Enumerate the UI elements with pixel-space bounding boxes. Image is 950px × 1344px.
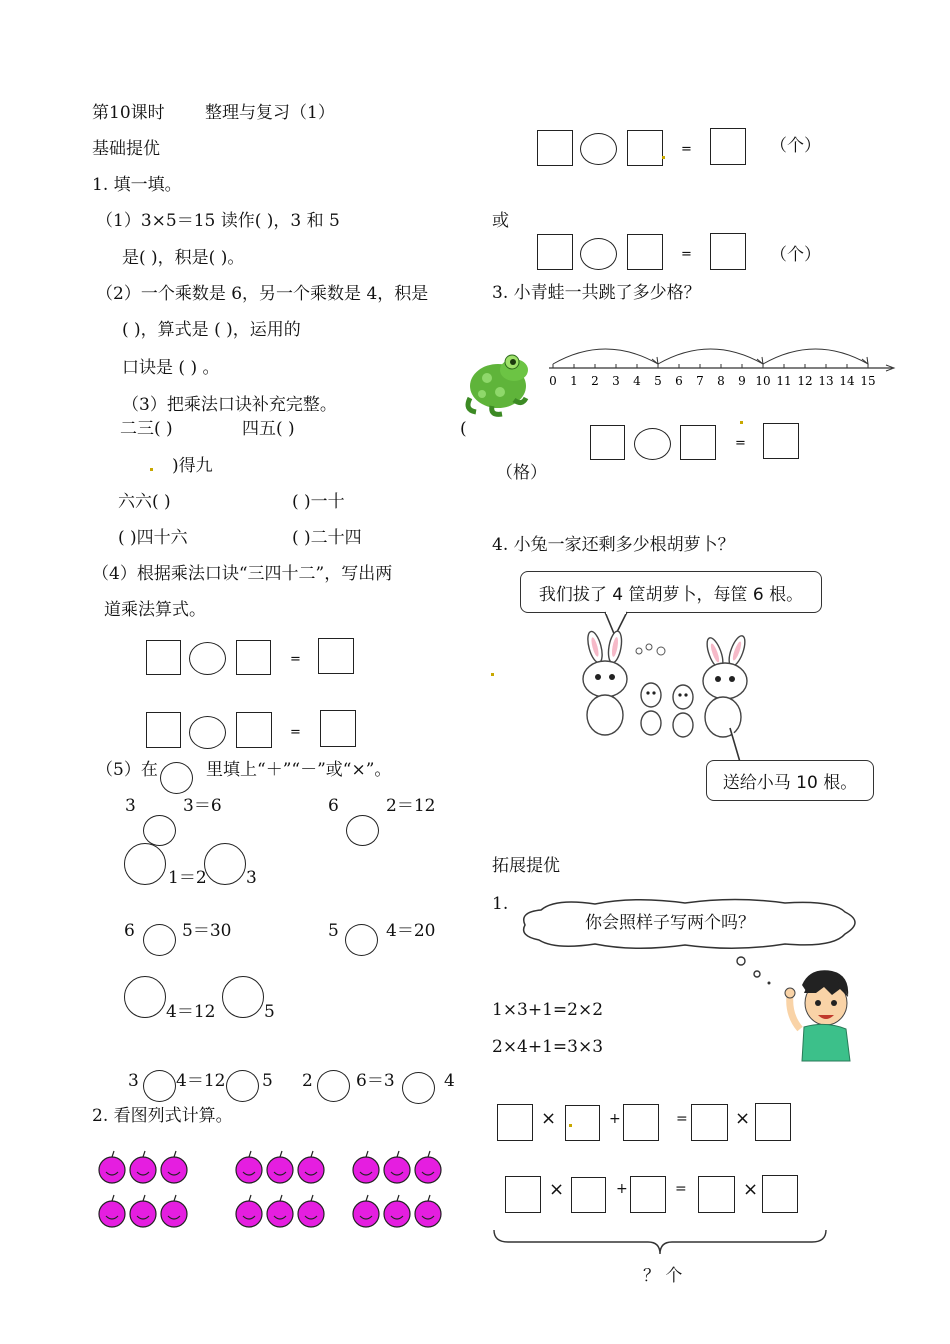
apple: [267, 1157, 293, 1183]
tick-label: 14: [839, 374, 855, 388]
apple: [99, 1157, 125, 1183]
answer-box[interactable]: [505, 1176, 541, 1213]
jump-arrowhead: [652, 357, 658, 364]
answer-box[interactable]: [236, 640, 271, 675]
answer-box[interactable]: [146, 712, 181, 748]
q1-p3-title: （3）把乘法口诀补充完整。: [122, 395, 337, 415]
q1-p3-c-open: (: [460, 419, 467, 439]
answer-box[interactable]: [537, 130, 573, 166]
answer-box[interactable]: [318, 638, 354, 674]
tick-label: 9: [738, 374, 746, 388]
bubble-text: 我们拔了 4 筐胡萝卜，每筐 6 根。: [538, 584, 804, 605]
operator-circle[interactable]: [226, 1070, 259, 1102]
q2-title: 2. 看图列式计算。: [92, 1106, 233, 1126]
tick-label: 3: [612, 374, 620, 388]
q1-p3-a: 二三( ): [120, 419, 173, 439]
equals-sign: =: [681, 142, 692, 157]
equals-sign: =: [681, 247, 692, 262]
operand: 2＝12: [386, 796, 436, 816]
frog-image: [462, 348, 532, 418]
jump-arc: [658, 349, 763, 364]
times-sign: ×: [549, 1179, 565, 1200]
answer-box[interactable]: [762, 1175, 798, 1213]
mark-dot: [491, 673, 494, 676]
operator-circle[interactable]: [634, 428, 671, 460]
operator-circle[interactable]: [143, 924, 176, 956]
answer-box[interactable]: [571, 1177, 606, 1213]
q1-p1-line2: 是( )，积是( )。: [122, 248, 245, 268]
section-basic: 基础提优: [92, 139, 160, 159]
thought-dots: [733, 952, 773, 992]
mark-dot: [740, 421, 743, 424]
equals-sign: =: [676, 1111, 688, 1127]
q1-p3-d: 六六( ): [118, 492, 171, 512]
apple: [236, 1157, 262, 1183]
operand: 5＝30: [182, 921, 232, 941]
q1-p5-post: 里填上“＋”“－”或“×”。: [206, 760, 392, 780]
operator-circle[interactable]: [345, 924, 378, 956]
equals-sign: =: [290, 652, 301, 667]
operator-circle[interactable]: [124, 843, 166, 885]
section-ext: 拓展提优: [492, 856, 560, 876]
operand: 1＝2: [168, 868, 207, 888]
answer-box[interactable]: [755, 1103, 791, 1141]
q1-p5-pre: （5）在: [96, 760, 158, 780]
q3-title: 3. 小青蛙一共跳了多少格？: [492, 283, 701, 303]
operator-circle[interactable]: [346, 815, 379, 846]
q1-p2-line3: 口诀是 ( ) 。: [122, 358, 220, 378]
tick-label: 4: [633, 374, 641, 388]
apple: [99, 1201, 125, 1227]
q1-p2-line2: ( )，算式是 ( )，运用的: [122, 320, 301, 340]
apple: [298, 1201, 324, 1227]
mark-dot: [662, 156, 665, 159]
cloud-text: 你会照样子写两个吗？: [585, 913, 755, 933]
answer-box[interactable]: [565, 1105, 600, 1141]
answer-box[interactable]: [497, 1104, 533, 1141]
or-text: 或: [492, 211, 509, 231]
apple-groups: [90, 1152, 450, 1232]
tick-label: 5: [654, 374, 662, 388]
operand: 3: [125, 796, 136, 816]
answer-box[interactable]: [710, 233, 746, 270]
q1-p2-line1: （2）一个乘数是 6，另一个乘数是 4，积是: [96, 284, 429, 304]
answer-box[interactable]: [680, 425, 716, 460]
q1-p4-line2: 道乘法算式。: [104, 600, 206, 620]
tick-label: 0: [549, 374, 557, 388]
operator-circle[interactable]: [222, 976, 264, 1018]
unit-ge: （个）: [770, 245, 821, 265]
speech-bubble: [706, 760, 874, 801]
example-2: 2×4+1=3×3: [492, 1037, 604, 1057]
q1-p3-f: ( )四十六: [118, 528, 188, 548]
operator-circle[interactable]: [189, 642, 226, 675]
tick-label: 10: [755, 374, 771, 388]
answer-box[interactable]: [763, 423, 799, 459]
times-sign: ×: [735, 1108, 751, 1129]
brace-label: ？ 个: [643, 1266, 683, 1286]
tick-label: 2: [591, 374, 599, 388]
answer-box[interactable]: [623, 1104, 659, 1141]
operand: 4＝20: [386, 921, 436, 941]
tick-label: 1: [570, 374, 578, 388]
unit-ge: （个）: [770, 136, 821, 156]
q1-p3-g: ( )二十四: [292, 528, 362, 548]
operand: 3＝6: [183, 796, 222, 816]
answer-box[interactable]: [320, 710, 356, 747]
apple: [161, 1201, 187, 1227]
tick-label: 15: [860, 374, 876, 388]
apple: [353, 1157, 379, 1183]
tick-label: 13: [818, 374, 834, 388]
times-sign: ×: [743, 1179, 759, 1200]
boy-image: [780, 965, 860, 1065]
operand: 4＝12: [176, 1071, 226, 1091]
bubble-tail: [728, 728, 768, 762]
answer-box[interactable]: [146, 640, 181, 675]
q1-p3-c-close: )得九: [172, 456, 213, 476]
answer-box[interactable]: [710, 128, 746, 165]
operand: 3: [128, 1071, 139, 1091]
speech-bubble: [520, 571, 822, 613]
q1-p4-line1: （4）根据乘法口诀“三四十二”，写出两: [92, 564, 393, 584]
operator-circle[interactable]: [317, 1070, 350, 1102]
unit-ge-grid: （格）: [496, 463, 547, 483]
answer-box[interactable]: [630, 1176, 666, 1213]
apple: [415, 1201, 441, 1227]
operand: 4: [444, 1071, 455, 1091]
q1-p3-b: 四五( ): [242, 419, 295, 439]
answer-box[interactable]: [236, 712, 272, 748]
apple: [161, 1157, 187, 1183]
times-sign: ×: [541, 1108, 557, 1129]
tick-label: 8: [717, 374, 725, 388]
jump-arc: [763, 349, 868, 364]
example-1: 1×3+1=2×2: [492, 1000, 604, 1020]
answer-box[interactable]: [691, 1104, 728, 1141]
apple: [236, 1201, 262, 1227]
apple: [267, 1201, 293, 1227]
operator-circle[interactable]: [124, 976, 166, 1018]
lesson-title: 整理与复习（1）: [205, 103, 335, 123]
apple: [415, 1157, 441, 1183]
plus-sign: +: [616, 1181, 628, 1197]
operator-circle[interactable]: [143, 815, 176, 846]
operand: 5: [264, 1002, 275, 1022]
operand: 6＝3: [356, 1071, 395, 1091]
apple: [384, 1157, 410, 1183]
apple: [130, 1157, 156, 1183]
operator-circle[interactable]: [204, 843, 246, 885]
q1-p1-line1: （1）3×5＝15 读作( )，3 和 5: [96, 211, 340, 231]
apple: [384, 1201, 410, 1227]
operator-circle[interactable]: [402, 1072, 435, 1104]
answer-box[interactable]: [627, 234, 663, 270]
answer-box[interactable]: [537, 234, 573, 270]
operand: 4＝12: [166, 1002, 216, 1022]
number-line: [540, 338, 900, 388]
jump-arc: [553, 349, 658, 364]
bubble-text: 送给小马 10 根。: [722, 773, 858, 793]
operator-circle[interactable]: [580, 133, 617, 165]
operator-circle[interactable]: [143, 1070, 176, 1102]
operand: 5: [328, 921, 339, 941]
operator-circle[interactable]: [580, 238, 617, 270]
operator-circle: [160, 762, 193, 794]
jump-arrowhead: [862, 357, 868, 364]
operand: 6: [328, 796, 339, 816]
q1-title: 1. 填一填。: [92, 175, 182, 195]
mark-dot: [569, 1124, 572, 1127]
tick-label: 7: [696, 374, 704, 388]
curly-brace: [492, 1228, 828, 1258]
operator-circle[interactable]: [189, 716, 226, 749]
operand: 2: [302, 1071, 313, 1091]
plus-sign: +: [609, 1111, 621, 1127]
apple: [298, 1157, 324, 1183]
q4-title: 4. 小兔一家还剩多少根胡萝卜？: [492, 535, 735, 555]
operand: 6: [124, 921, 135, 941]
lesson-number: 第10课时: [92, 103, 165, 123]
jump-arrowhead: [757, 357, 763, 364]
answer-box[interactable]: [698, 1176, 735, 1213]
tick-label: 11: [776, 374, 792, 388]
q1-p3-e: ( )一十: [292, 492, 345, 512]
ext1-number: 1.: [492, 894, 509, 914]
apple: [353, 1201, 379, 1227]
operand: 3: [246, 868, 257, 888]
tick-label: 6: [675, 374, 683, 388]
mark-dot: [150, 468, 153, 471]
rabbit-family-image: [565, 635, 755, 745]
answer-box[interactable]: [590, 425, 625, 460]
tick-label: 12: [797, 374, 813, 388]
equals-sign: =: [675, 1181, 687, 1197]
apple: [130, 1201, 156, 1227]
equals-sign: =: [290, 725, 301, 740]
operand: 5: [262, 1071, 273, 1091]
equals-sign: =: [735, 436, 746, 451]
answer-box[interactable]: [627, 130, 663, 166]
